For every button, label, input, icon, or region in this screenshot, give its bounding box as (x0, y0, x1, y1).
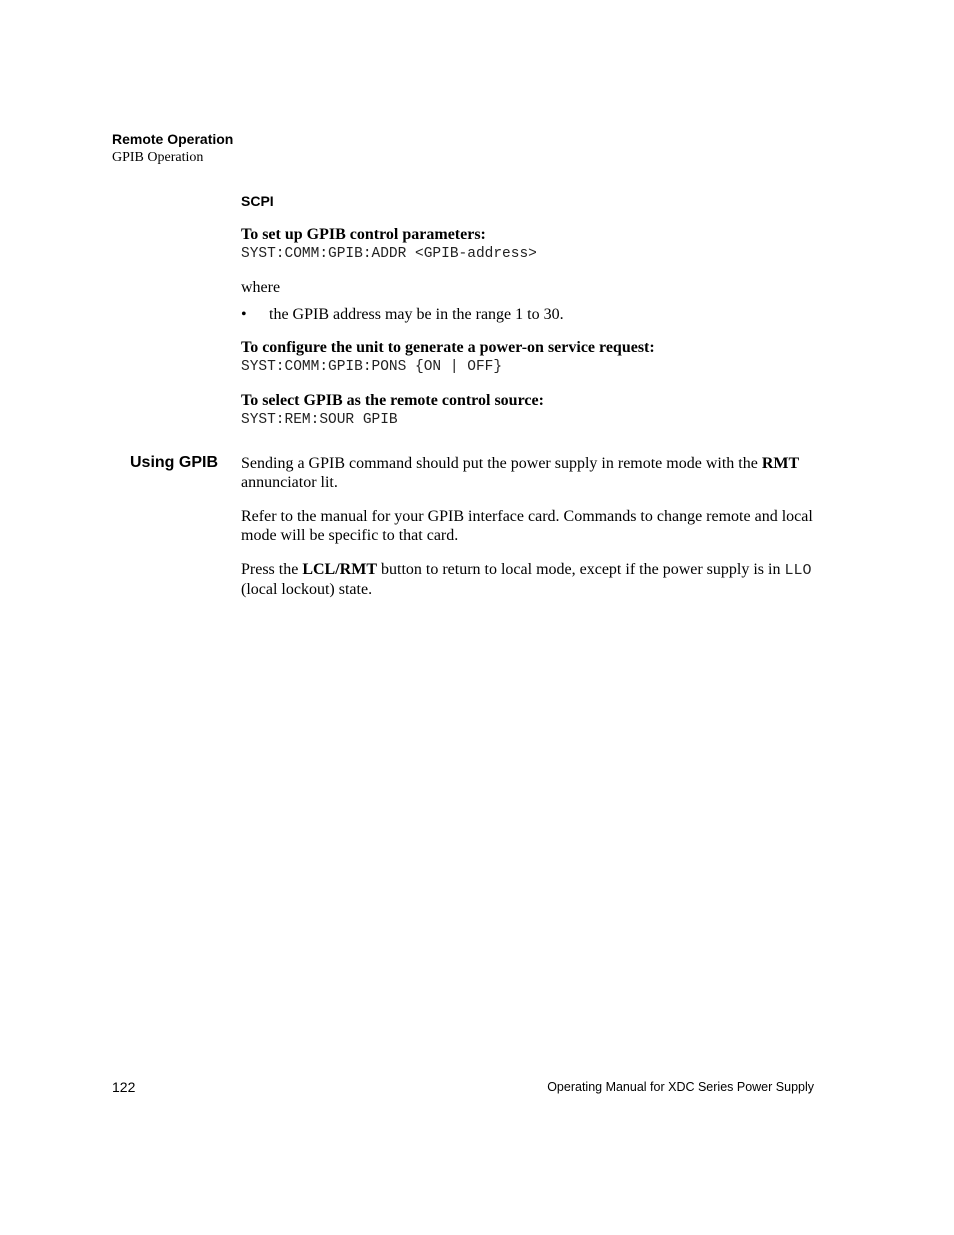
footer-manual-title: Operating Manual for XDC Series Power Supply (547, 1080, 814, 1094)
using-gpib-heading: Using GPIB (130, 454, 219, 471)
step-heading-power-on-request: To configure the unit to generate a power-on service request: (241, 339, 655, 356)
bullet-text: the GPIB address may be in the range 1 to 30. (269, 306, 564, 323)
running-header-subtitle: GPIB Operation (112, 150, 204, 165)
command-gpib-addr: SYST:COMM:GPIB:ADDR <GPIB-address> (241, 246, 537, 262)
paragraph-local-mode: Press the LCL/RMT button to return to local mode, except if the power supply is in LLO (local lockout) state. (241, 561, 812, 598)
scpi-heading: SCPI (241, 193, 274, 209)
where-label: where (241, 279, 281, 296)
list-item (241, 306, 564, 324)
paragraph-interface-card: Refer to the manual for your GPIB interface card. Commands to change remote and local mode will be specific to that card. (241, 508, 813, 544)
paragraph-remote-mode: Sending a GPIB command should put the power supply in remote mode with the RMT annunciator lit. (241, 455, 800, 491)
bullet-icon: • (241, 306, 247, 323)
rmt-annunciator-label: RMT (761, 455, 800, 472)
step-heading-gpib-params: To set up GPIB control parameters: (241, 226, 486, 243)
llo-code: LLO (784, 562, 812, 579)
command-gpib-pons: SYST:COMM:GPIB:PONS {ON | OFF} (241, 359, 503, 375)
command-rem-sour: SYST:REM:SOUR GPIB (241, 412, 398, 428)
page-number: 122 (112, 1079, 136, 1095)
lcl-rmt-button-label: LCL/RMT (302, 561, 377, 578)
step-heading-remote-source: To select GPIB as the remote control source: (241, 392, 544, 409)
running-header-title: Remote Operation (112, 131, 234, 147)
